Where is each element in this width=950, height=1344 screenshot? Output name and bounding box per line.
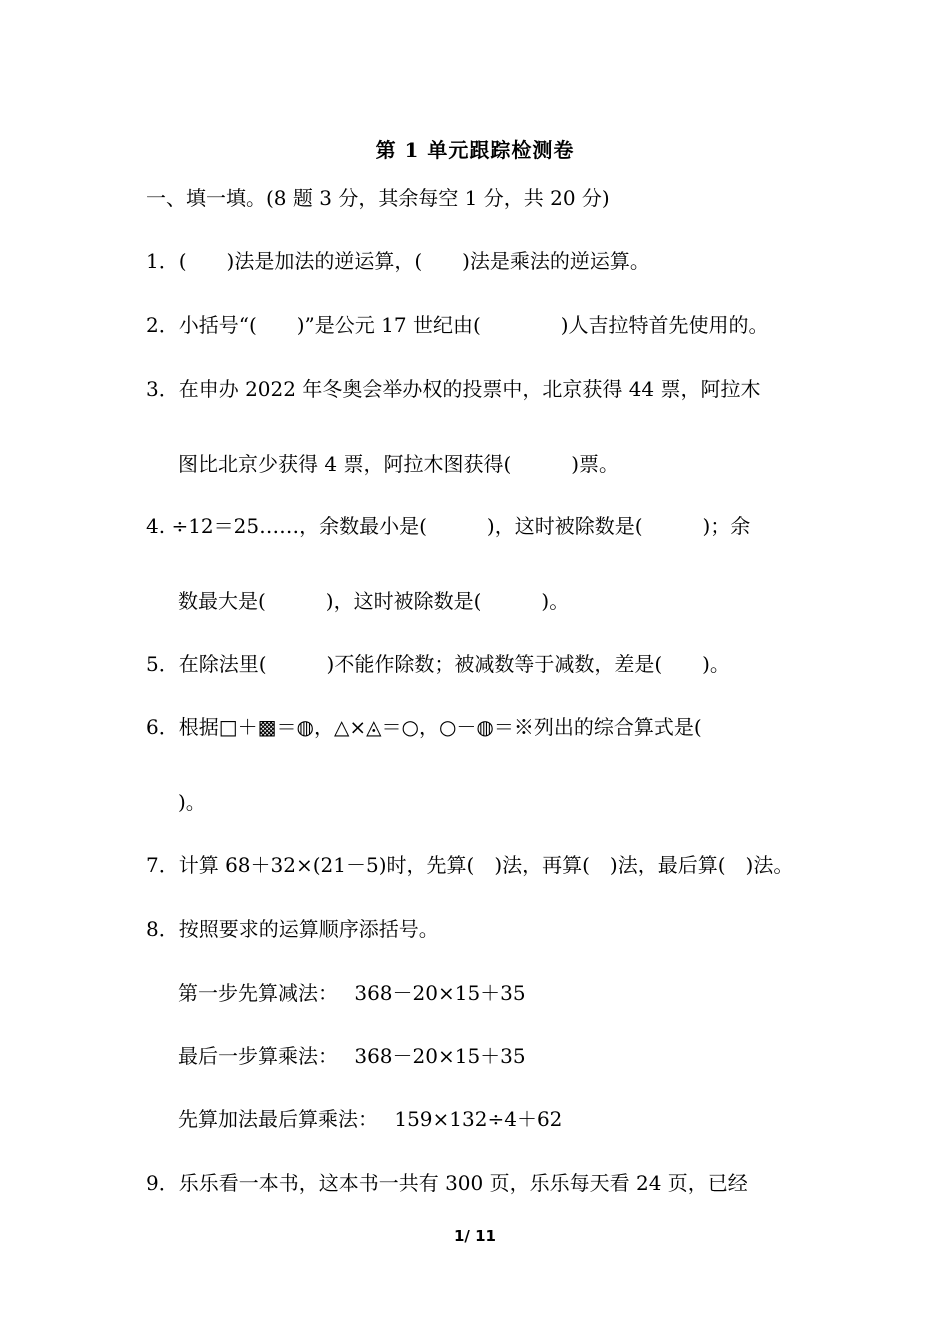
question-4-line-1: 4. ÷12＝25……，余数最小是( )，这时被除数是( )；余 bbox=[146, 514, 751, 538]
question-5: 5．在除法里( )不能作除数；被减数等于减数，差是( )。 bbox=[146, 652, 730, 676]
question-8-item-1: 第一步先算减法： 368－20×15＋35 bbox=[178, 981, 526, 1005]
page-title: 第 1 单元跟踪检测卷 bbox=[375, 138, 575, 162]
page-number: 1/ 11 bbox=[453, 1227, 496, 1245]
question-3-line-2: 图比北京少获得 4 票，阿拉木图获得( )票。 bbox=[178, 452, 620, 476]
question-9-line-1: 9．乐乐看一本书，这本书一共有 300 页，乐乐每天看 24 页，已经 bbox=[146, 1171, 748, 1195]
question-3-line-1: 3．在申办 2022 年冬奥会举办权的投票中，北京获得 44 票，阿拉木 bbox=[146, 377, 761, 401]
question-7: 7．计算 68＋32×(21－5)时，先算( )法，再算( )法，最后算( )法。 bbox=[146, 853, 794, 877]
question-6-line-1: 6．根据□＋▩＝◍，△×◬＝○，○－◍＝※列出的综合算式是( bbox=[146, 715, 702, 739]
question-1: 1．( )法是加法的逆运算，( )法是乘法的逆运算。 bbox=[146, 249, 650, 273]
question-2: 2．小括号“( )”是公元 17 世纪由( )人吉拉特首先使用的。 bbox=[146, 313, 769, 337]
question-6-line-2: )。 bbox=[178, 790, 206, 814]
question-8-item-2: 最后一步算乘法： 368－20×15＋35 bbox=[178, 1044, 526, 1068]
question-8: 8．按照要求的运算顺序添括号。 bbox=[146, 917, 439, 941]
question-4-line-2: 数最大是( )，这时被除数是( )。 bbox=[178, 589, 570, 613]
question-8-item-3: 先算加法最后算乘法： 159×132÷4＋62 bbox=[178, 1107, 563, 1131]
section-header: 一、填一填。(8 题 3 分，其余每空 1 分，共 20 分) bbox=[146, 186, 610, 210]
